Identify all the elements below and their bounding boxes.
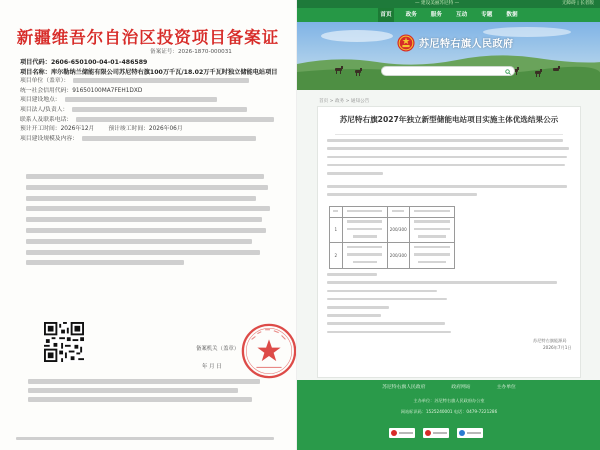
- certificate-fields: [20, 58, 278, 144]
- table-cell-company: [410, 217, 455, 243]
- table-header-cell: [330, 207, 343, 218]
- certificate-field-label: 项目单位（盖章）：: [20, 78, 70, 85]
- accessibility-links[interactable]: 无障碍 | 长者版: [561, 1, 594, 6]
- grassland-banner: [297, 22, 600, 90]
- certificate-field-row: [20, 58, 278, 68]
- government-name: 苏尼特右旗人民政府: [419, 39, 514, 50]
- table-cell-company: [410, 243, 455, 269]
- ipv6-badge-icon[interactable]: [457, 428, 483, 438]
- footer-link[interactable]: 苏尼特右旗人民政府: [382, 385, 426, 390]
- site-search: [381, 66, 515, 76]
- nav-item[interactable]: 数据: [506, 12, 518, 18]
- footer-line: 网站标识码：1525240001 电话：0479-7221286: [400, 409, 498, 414]
- certificate-field-row: [20, 135, 278, 145]
- certificate-bottom-note: [16, 436, 282, 442]
- search-icon[interactable]: [505, 69, 511, 75]
- nav-item[interactable]: 专题: [481, 12, 493, 18]
- certificate-field-row: [20, 96, 278, 106]
- seal-label: 备案机关（盖章）: [196, 346, 240, 352]
- official-seal-icon: [240, 322, 296, 380]
- certificate-field-row: [20, 125, 278, 135]
- nav-item[interactable]: 互动: [456, 12, 468, 18]
- table-row: [330, 217, 455, 243]
- site-footer: [297, 380, 600, 450]
- national-emblem-icon: [397, 34, 415, 52]
- certificate-field-label: 项目代码：: [20, 59, 51, 66]
- certificate-field-label: 预计竣工时间：: [108, 126, 149, 133]
- search-input[interactable]: [387, 67, 499, 77]
- certificate-field-value: 2606-650100-04-01-486589: [50, 59, 148, 66]
- table-cell-capacity: 200/300: [387, 217, 410, 243]
- certificate-footnote: [28, 378, 268, 405]
- breadcrumb[interactable]: 首页 > 政务 > 通知公告: [319, 99, 370, 104]
- table-cell-project: [342, 217, 387, 243]
- nav-item[interactable]: 政务: [405, 12, 417, 18]
- certificate-field-row: [20, 106, 278, 116]
- article-paragraph: [327, 138, 571, 179]
- filing-certificate: [0, 0, 296, 450]
- table-cell-index: 2: [330, 243, 343, 269]
- certificate-field-label: 统一社会信用代码：: [20, 87, 73, 94]
- signing-date: 2026年7月1日: [543, 345, 572, 350]
- certificate-field-label: 预计开工时间：: [20, 126, 61, 133]
- qr-code-icon: [44, 322, 84, 362]
- certificate-field-row: [20, 87, 278, 97]
- table-header-cell: [342, 207, 387, 218]
- certificate-field-value: 2026年12月: [60, 126, 95, 133]
- certificate-field-label: 项目建设地点：: [20, 97, 61, 104]
- table-header-row: [330, 207, 455, 218]
- article-paragraph: [327, 272, 571, 338]
- certificate-field-row: [20, 68, 278, 78]
- table-row: [330, 243, 455, 269]
- certificate-field-row: [20, 116, 278, 126]
- table-header-cell: [410, 207, 455, 218]
- certificate-field-value: 2026年06月: [148, 126, 183, 133]
- footer-link[interactable]: 政府网站: [451, 385, 471, 390]
- certificate-field-label: 项目名称：: [20, 68, 51, 76]
- main-nav: [297, 8, 600, 22]
- nav-item[interactable]: 服务: [430, 12, 442, 18]
- table-header-cell: [387, 207, 410, 218]
- certificate-body-text: [26, 172, 272, 269]
- signing-organization: 苏尼特右旗能源局: [533, 338, 567, 343]
- certificate-field-row: [20, 77, 278, 87]
- footer-links: [297, 383, 600, 390]
- article-title: 苏尼特右旗2027年独立新型储能电站项目实施主体优选结果公示: [339, 115, 559, 124]
- government-website: [296, 0, 600, 450]
- gov-badge-icon[interactable]: [389, 428, 415, 438]
- footer-line: 主办单位：苏尼特右旗人民政府办公室: [413, 398, 485, 403]
- seal-date: 年 月 日: [202, 364, 222, 370]
- certificate-field-value: 库尔勒纳兰储能有限公司苏尼特右旗100万千瓦/18.02万千瓦时独立储能电站项目: [50, 68, 278, 76]
- error-report-badge-icon[interactable]: [423, 428, 449, 438]
- certificate-title: 新疆维吾尔自治区投资项目备案证: [16, 28, 280, 47]
- table-cell-project: [342, 243, 387, 269]
- table-cell-capacity: 200/300: [387, 243, 410, 269]
- certificate-field-value: 91650100MA7FEH1DXD: [72, 87, 143, 94]
- nav-item[interactable]: 首页: [378, 8, 393, 22]
- certificate-field-label: 联系人及联系电话：: [20, 116, 73, 123]
- certificate-field-label: 项目建设规模及内容：: [20, 135, 78, 142]
- article-paragraph: [327, 184, 571, 200]
- footer-link[interactable]: 主办单位: [496, 385, 516, 390]
- article-meta-divider: [335, 129, 563, 135]
- certificate-field-label: 项目法人/负责人：: [20, 106, 69, 113]
- top-slogan: — 建设美丽苏尼特 —: [415, 1, 460, 6]
- result-table: [329, 206, 455, 269]
- footer-badges: [389, 428, 483, 438]
- table-cell-index: 1: [330, 217, 343, 243]
- certificate-number: 备案证号：2026-1870-000031: [150, 49, 232, 55]
